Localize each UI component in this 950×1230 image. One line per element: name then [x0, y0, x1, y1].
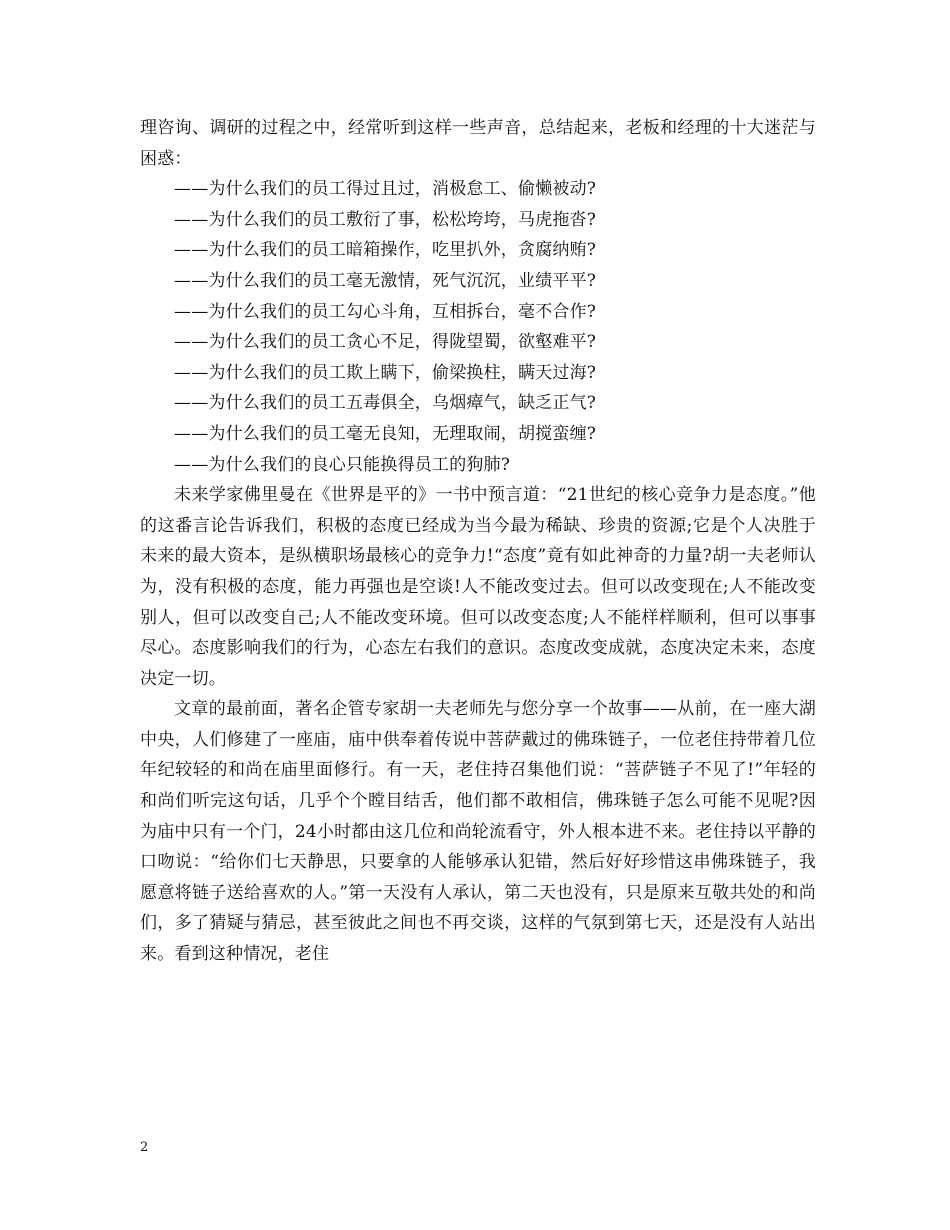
story-paragraph: 文章的最前面，著名企管专家胡一夫老师先与您分享一个故事——从前，在一座大湖中央，人们修建了一座庙，庙中供奉着传说中菩萨戴过的佛珠链子，一位老住持带着几位年纪较轻的和尚在庙里面修行。有一天，老住持召集他们说：“菩萨链子不见了!”年轻的和尚们听完这句话，几乎个个瞠目结舌，他们都不敢相信，佛珠链子怎么可能不见呢?因为庙中只有一个门，24小时都由这几位和尚轮流看守，外人根本进不来。老住持以平静的口吻说：“给你们七天静思，只要拿的人能够承认犯错，然后好好珍惜这串佛珠链子，我愿意将链子送给喜欢的人。”第一天没有人承认，第二天也没有，只是原来互敬共处的和尚们，多了猜疑与猜忌，甚至彼此之间也不再交谈，这样的气氛到第七天，还是没有人站出来。看到这种情况，老住 — [140, 699, 816, 965]
question-item: ——为什么我们的员工毫无良知，无理取闹，胡搅蛮缠? — [174, 423, 597, 444]
document-body — [140, 113, 816, 970]
question-item: ——为什么我们的员工敷衍了事，松松垮垮，马虎拖沓? — [174, 209, 597, 230]
attitude-paragraph: 未来学家佛里曼在《世界是平的》一书中预言道：“21世纪的核心竞争力是态度。”他的这番言论告诉我们，积极的态度已经成为当今最为稀缺、珍贵的资源;它是个人决胜于未来的最大资本，是纵横职场最核心的竞争力!“态度”竟有如此神奇的力量?胡一夫老师认为，没有积极的态度，能力再强也是空谈!人不能改变过去。但可以改变现在;人不能改变别人，但可以改变自己;人不能改变环境。但可以改变态度;人不能样样顺利，但可以事事尽心。态度影响我们的行为，心态左右我们的意识。态度改变成就，态度决定未来，态度决定一切。 — [140, 485, 816, 689]
question-list — [140, 174, 816, 480]
question-item: ——为什么我们的员工五毒俱全，乌烟瘴气，缺乏正气? — [174, 393, 597, 414]
question-item: ——为什么我们的员工贪心不足，得陇望蜀，欲壑难平? — [174, 332, 597, 353]
question-item: ——为什么我们的良心只能换得员工的狗肺? — [174, 454, 511, 475]
question-item: ——为什么我们的员工欺上瞒下，偷梁换柱，瞒天过海? — [174, 362, 597, 383]
question-item: ——为什么我们的员工毫无激情，死气沉沉，业绩平平? — [174, 270, 597, 291]
question-item: ——为什么我们的员工得过且过，消极怠工、偷懒被动? — [174, 179, 597, 200]
intro-paragraph: 理咨询、调研的过程之中，经常听到这样一些声音，总结起来，老板和经理的十大迷茫与困惑： — [140, 118, 816, 169]
question-item: ——为什么我们的员工暗箱操作，吃里扒外，贪腐纳贿? — [174, 240, 597, 261]
question-item: ——为什么我们的员工勾心斗角，互相拆台，毫不合作? — [174, 301, 597, 322]
page-number: 2 — [140, 1140, 149, 1155]
